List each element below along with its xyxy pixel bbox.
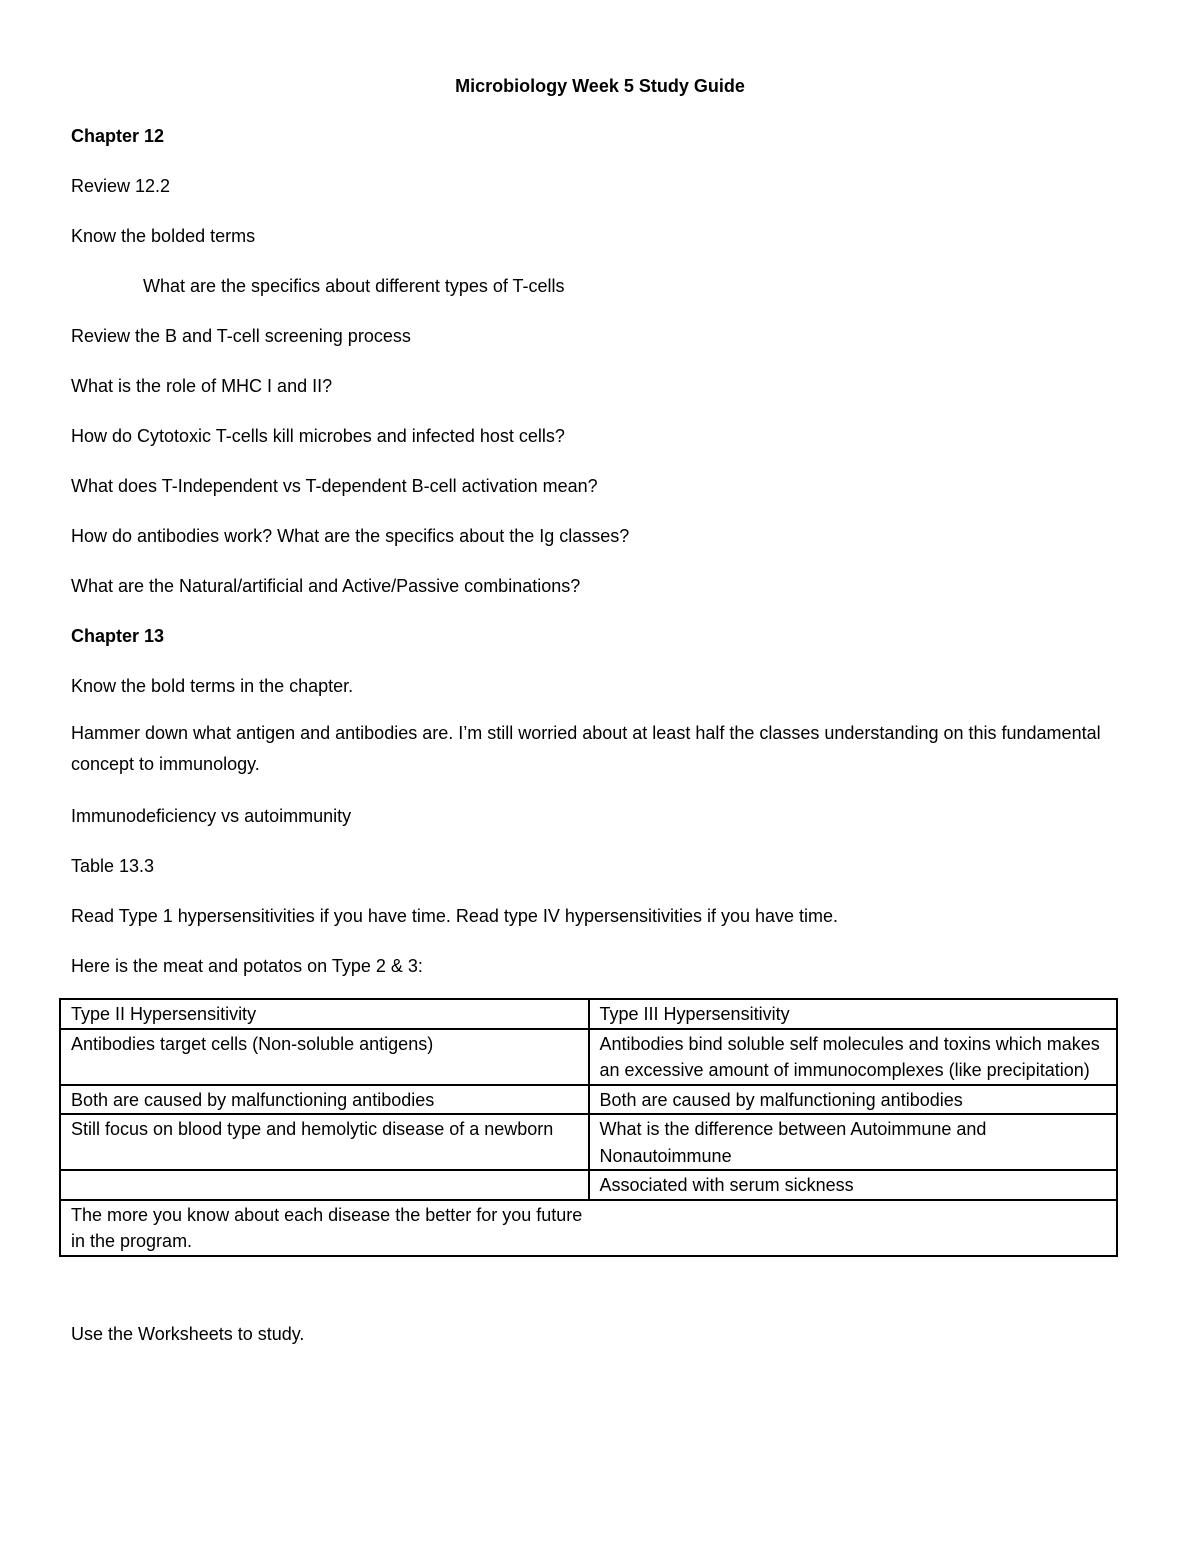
t-cell-types-question: What are the specifics about different types of T-cells — [143, 276, 565, 296]
hypersensitivity-table — [59, 998, 1118, 1257]
hypersensitivity-reading-line: Read Type 1 hypersensitivities if you have time. Read type IV hypersensitivities if you have time. — [71, 906, 839, 926]
screening-process-line: Review the B and T-cell screening process — [71, 326, 411, 346]
table-footer-cell — [60, 1200, 1117, 1256]
table-row — [60, 1085, 1117, 1115]
table-cell: Still focus on blood type and hemolytic disease of a newborn — [60, 1114, 589, 1170]
bolded-terms-line: Know the bolded terms — [71, 226, 256, 246]
table-cell: Associated with serum sickness — [589, 1170, 1118, 1200]
table-row — [60, 1114, 1117, 1170]
table-cell: Antibodies bind soluble self molecules and toxins which makes an excessive amount of immunocomplexes (like precipitation) — [589, 1029, 1118, 1085]
table-header-cell: Type III Hypersensitivity — [589, 999, 1118, 1029]
mhc-question: What is the role of MHC I and II? — [71, 376, 333, 396]
table-cell: Antibodies target cells (Non-soluble antigens) — [60, 1029, 589, 1085]
table-footer-text: The more you know about each disease the better for you future in the program. — [71, 1204, 583, 1251]
document-title: Microbiology Week 5 Study Guide — [455, 76, 745, 96]
table-cell: What is the difference between Autoimmune and Nonautoimmune — [589, 1114, 1118, 1170]
antigen-antibody-note: Hammer down what antigen and antibodies are. I’m still worried about at least half the classes understanding on this fundamental concept to immunology. — [71, 723, 1101, 774]
immunity-combinations-question: What are the Natural/artificial and Active/Passive combinations? — [71, 576, 581, 596]
immunodeficiency-line: Immunodeficiency vs autoimmunity — [71, 806, 352, 826]
chapter-13-heading: Chapter 13 — [71, 626, 165, 646]
antibodies-question: How do antibodies work? What are the specifics about the Ig classes? — [71, 526, 630, 546]
chapter-12-heading: Chapter 12 — [71, 126, 165, 146]
cytotoxic-question: How do Cytotoxic T-cells kill microbes and infected host cells? — [71, 426, 565, 446]
table-footer-row — [60, 1200, 1117, 1256]
table-header-row — [60, 999, 1117, 1029]
table-row — [60, 1029, 1117, 1085]
review-line: Review 12.2 — [71, 176, 171, 196]
table-row — [60, 1170, 1117, 1200]
b-cell-activation-question: What does T-Independent vs T-dependent B-cell activation mean? — [71, 476, 598, 496]
closing-line: Use the Worksheets to study. — [71, 1324, 305, 1344]
table-header-cell: Type II Hypersensitivity — [60, 999, 589, 1029]
table-cell: Both are caused by malfunctioning antibodies — [60, 1085, 589, 1115]
bold-terms-line: Know the bold terms in the chapter. — [71, 676, 354, 696]
table-reference-line: Table 13.3 — [71, 856, 155, 876]
type-2-3-intro: Here is the meat and potatos on Type 2 & 3: — [71, 956, 423, 976]
table-cell: Both are caused by malfunctioning antibodies — [589, 1085, 1118, 1115]
table-cell — [60, 1170, 589, 1200]
